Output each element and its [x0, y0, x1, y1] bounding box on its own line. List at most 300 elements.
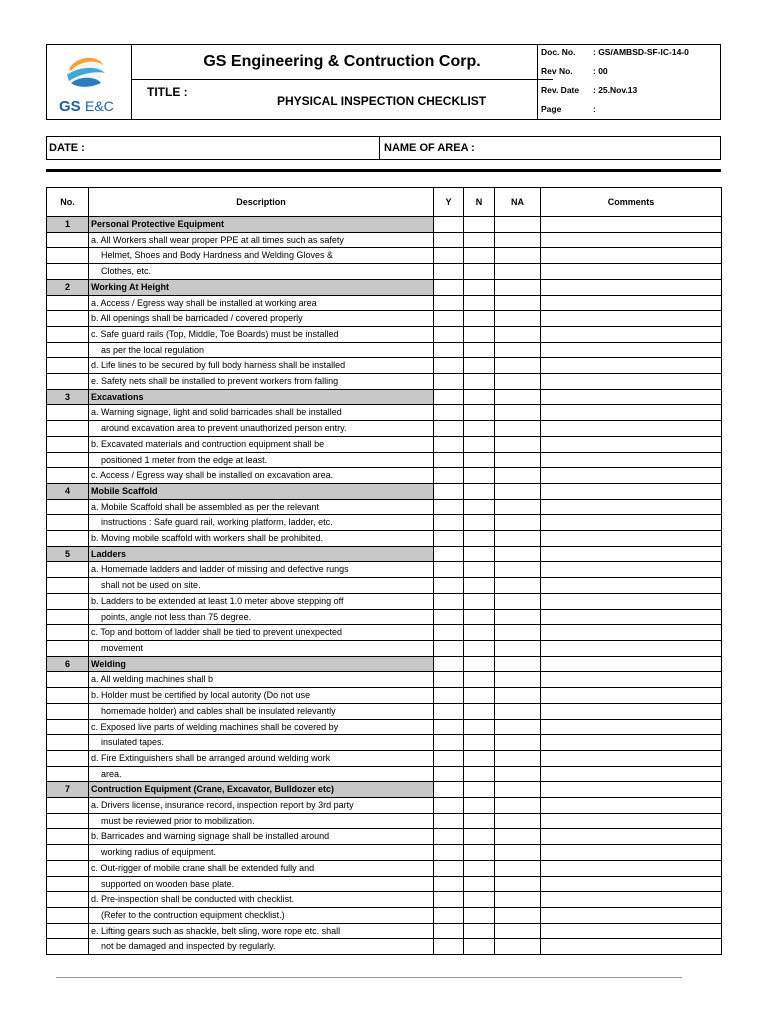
y-checkbox[interactable]	[434, 436, 464, 452]
n-checkbox[interactable]	[464, 578, 495, 594]
row-number	[47, 531, 89, 547]
na-checkbox[interactable]	[495, 892, 541, 908]
na-checkbox[interactable]	[495, 279, 541, 295]
row-number	[47, 452, 89, 468]
na-checkbox[interactable]	[495, 389, 541, 405]
comments-cell[interactable]	[541, 311, 722, 327]
comments-cell[interactable]	[541, 625, 722, 641]
comments-cell[interactable]	[541, 688, 722, 704]
na-checkbox[interactable]	[495, 656, 541, 672]
comments-cell[interactable]	[541, 499, 722, 515]
row-number: 4	[47, 483, 89, 499]
n-checkbox[interactable]	[464, 389, 495, 405]
y-checkbox[interactable]	[434, 813, 464, 829]
y-checkbox[interactable]	[434, 358, 464, 374]
comments-cell[interactable]	[541, 295, 722, 311]
n-checkbox[interactable]	[464, 625, 495, 641]
comments-cell[interactable]	[541, 358, 722, 374]
table-row	[47, 326, 722, 342]
comments-cell[interactable]	[541, 640, 722, 656]
y-checkbox[interactable]	[434, 232, 464, 248]
row-number	[47, 798, 89, 814]
comments-cell[interactable]	[541, 876, 722, 892]
logo-gs-text: GS	[59, 98, 81, 115]
n-checkbox[interactable]	[464, 264, 495, 280]
na-checkbox[interactable]	[495, 405, 541, 421]
n-checkbox[interactable]	[464, 750, 495, 766]
comments-cell[interactable]	[541, 264, 722, 280]
comments-cell[interactable]	[541, 829, 722, 845]
n-checkbox[interactable]	[464, 217, 495, 233]
section-row	[47, 217, 722, 233]
n-checkbox[interactable]	[464, 907, 495, 923]
y-checkbox[interactable]	[434, 939, 464, 955]
row-number	[47, 562, 89, 578]
y-checkbox[interactable]	[434, 342, 464, 358]
y-checkbox[interactable]	[434, 546, 464, 562]
n-checkbox[interactable]	[464, 782, 495, 798]
document-header	[46, 44, 721, 120]
na-checkbox[interactable]	[495, 264, 541, 280]
comments-cell[interactable]	[541, 703, 722, 719]
na-checkbox[interactable]	[495, 923, 541, 939]
comments-cell[interactable]	[541, 483, 722, 499]
na-checkbox[interactable]	[495, 750, 541, 766]
item-description: d. Fire Extinguishers shall be arranged around welding work	[89, 750, 434, 766]
row-number	[47, 813, 89, 829]
na-checkbox[interactable]	[495, 578, 541, 594]
meta-doc-no: Doc. No. : GS/AMBSD-SF-IC-14-0	[541, 47, 689, 57]
n-checkbox[interactable]	[464, 421, 495, 437]
meta-rev-date: Rev. Date : 25.Nov.13	[541, 85, 638, 95]
table-row	[47, 358, 722, 374]
n-checkbox[interactable]	[464, 311, 495, 327]
na-checkbox[interactable]	[495, 546, 541, 562]
comments-cell[interactable]	[541, 248, 722, 264]
na-checkbox[interactable]	[495, 798, 541, 814]
comments-cell[interactable]	[541, 923, 722, 939]
n-checkbox[interactable]	[464, 609, 495, 625]
y-checkbox[interactable]	[434, 845, 464, 861]
row-number	[47, 326, 89, 342]
y-checkbox[interactable]	[434, 515, 464, 531]
na-checkbox[interactable]	[495, 672, 541, 688]
item-description: a. All Workers shall wear proper PPE at all times such as safety	[89, 232, 434, 248]
n-checkbox[interactable]	[464, 593, 495, 609]
n-checkbox[interactable]	[464, 515, 495, 531]
y-checkbox[interactable]	[434, 248, 464, 264]
row-number	[47, 688, 89, 704]
comments-cell[interactable]	[541, 860, 722, 876]
item-description: c. Access / Egress way shall be installed on excavation area.	[89, 468, 434, 484]
na-checkbox[interactable]	[495, 640, 541, 656]
comments-cell[interactable]	[541, 609, 722, 625]
item-description: b. Holder must be certified by local autority (Do not use	[89, 688, 434, 704]
y-checkbox[interactable]	[434, 876, 464, 892]
comments-cell[interactable]	[541, 531, 722, 547]
row-number: 1	[47, 217, 89, 233]
n-checkbox[interactable]	[464, 719, 495, 735]
n-checkbox[interactable]	[464, 829, 495, 845]
item-description: not be damaged and inspected by regularly.	[89, 939, 434, 955]
y-checkbox[interactable]	[434, 923, 464, 939]
na-checkbox[interactable]	[495, 562, 541, 578]
y-checkbox[interactable]	[434, 468, 464, 484]
item-description: b. Barricades and warning signage shall be installed around	[89, 829, 434, 845]
na-checkbox[interactable]	[495, 248, 541, 264]
na-checkbox[interactable]	[495, 813, 541, 829]
item-description: area.	[89, 766, 434, 782]
item-description: around excavation area to prevent unauthorized person entry.	[89, 421, 434, 437]
n-checkbox[interactable]	[464, 531, 495, 547]
row-number	[47, 735, 89, 751]
row-number	[47, 892, 89, 908]
area-name-field[interactable]: NAME OF AREA :	[379, 137, 475, 159]
n-checkbox[interactable]	[464, 562, 495, 578]
na-checkbox[interactable]	[495, 232, 541, 248]
y-checkbox[interactable]	[434, 578, 464, 594]
table-row	[47, 468, 722, 484]
y-checkbox[interactable]	[434, 688, 464, 704]
table-row	[47, 735, 722, 751]
y-checkbox[interactable]	[434, 656, 464, 672]
table-row	[47, 845, 722, 861]
na-checkbox[interactable]	[495, 625, 541, 641]
y-checkbox[interactable]	[434, 750, 464, 766]
row-number	[47, 593, 89, 609]
y-checkbox[interactable]	[434, 625, 464, 641]
item-description: b. Excavated materials and contruction equipment shall be	[89, 436, 434, 452]
na-checkbox[interactable]	[495, 483, 541, 499]
y-checkbox[interactable]	[434, 782, 464, 798]
n-checkbox[interactable]	[464, 468, 495, 484]
na-checkbox[interactable]	[495, 515, 541, 531]
n-checkbox[interactable]	[464, 703, 495, 719]
na-checkbox[interactable]	[495, 782, 541, 798]
y-checkbox[interactable]	[434, 735, 464, 751]
n-checkbox[interactable]	[464, 374, 495, 390]
n-checkbox[interactable]	[464, 656, 495, 672]
y-checkbox[interactable]	[434, 798, 464, 814]
section-row	[47, 389, 722, 405]
na-checkbox[interactable]	[495, 735, 541, 751]
document-meta	[537, 45, 722, 119]
title-label: TITLE :	[147, 85, 188, 99]
n-checkbox[interactable]	[464, 326, 495, 342]
y-checkbox[interactable]	[434, 907, 464, 923]
na-checkbox[interactable]	[495, 452, 541, 468]
gs-logo-icon	[47, 45, 131, 119]
y-checkbox[interactable]	[434, 217, 464, 233]
n-checkbox[interactable]	[464, 499, 495, 515]
comments-cell[interactable]	[541, 907, 722, 923]
y-checkbox[interactable]	[434, 593, 464, 609]
n-checkbox[interactable]	[464, 436, 495, 452]
comments-cell[interactable]	[541, 562, 722, 578]
row-number: 3	[47, 389, 89, 405]
table-row	[47, 798, 722, 814]
item-description: Helmet, Shoes and Body Hardness and Welding Gloves &	[89, 248, 434, 264]
na-checkbox[interactable]	[495, 876, 541, 892]
comments-cell[interactable]	[541, 735, 722, 751]
row-number	[47, 295, 89, 311]
col-no-answer: N	[464, 188, 495, 217]
company-name: GS Engineering & Contruction Corp.	[131, 45, 553, 80]
n-checkbox[interactable]	[464, 892, 495, 908]
y-checkbox[interactable]	[434, 531, 464, 547]
row-number	[47, 609, 89, 625]
row-number: 2	[47, 279, 89, 295]
n-checkbox[interactable]	[464, 232, 495, 248]
comments-cell[interactable]	[541, 578, 722, 594]
item-description: c. Out-rigger of mobile crane shall be extended fully and	[89, 860, 434, 876]
comments-cell[interactable]	[541, 719, 722, 735]
document-title: PHYSICAL INSPECTION CHECKLIST	[277, 94, 487, 108]
table-row	[47, 248, 722, 264]
item-description: d. Life lines to be secured by full body harness shall be installed	[89, 358, 434, 374]
col-na: NA	[495, 188, 541, 217]
na-checkbox[interactable]	[495, 860, 541, 876]
section-row	[47, 546, 722, 562]
row-number	[47, 515, 89, 531]
n-checkbox[interactable]	[464, 248, 495, 264]
n-checkbox[interactable]	[464, 640, 495, 656]
na-checkbox[interactable]	[495, 374, 541, 390]
logo-ec-text: E&C	[85, 98, 114, 114]
na-checkbox[interactable]	[495, 593, 541, 609]
y-checkbox[interactable]	[434, 829, 464, 845]
item-description: instructions : Safe guard rail, working platform, ladder, etc.	[89, 515, 434, 531]
y-checkbox[interactable]	[434, 452, 464, 468]
comments-cell[interactable]	[541, 750, 722, 766]
comments-cell[interactable]	[541, 374, 722, 390]
n-checkbox[interactable]	[464, 483, 495, 499]
y-checkbox[interactable]	[434, 719, 464, 735]
row-number	[47, 750, 89, 766]
meta-rev-no: Rev No. : 00	[541, 66, 608, 76]
item-description: a. All welding machines shall b	[89, 672, 434, 688]
comments-cell[interactable]	[541, 326, 722, 342]
comments-cell[interactable]	[541, 342, 722, 358]
row-number	[47, 232, 89, 248]
table-row	[47, 923, 722, 939]
table-row	[47, 876, 722, 892]
table-row	[47, 892, 722, 908]
item-description: movement	[89, 640, 434, 656]
na-checkbox[interactable]	[495, 688, 541, 704]
y-checkbox[interactable]	[434, 311, 464, 327]
n-checkbox[interactable]	[464, 688, 495, 704]
comments-cell[interactable]	[541, 672, 722, 688]
n-checkbox[interactable]	[464, 813, 495, 829]
col-no: No.	[47, 188, 89, 217]
n-checkbox[interactable]	[464, 876, 495, 892]
comments-cell[interactable]	[541, 217, 722, 233]
y-checkbox[interactable]	[434, 483, 464, 499]
comments-cell[interactable]	[541, 421, 722, 437]
y-checkbox[interactable]	[434, 374, 464, 390]
comments-cell[interactable]	[541, 232, 722, 248]
y-checkbox[interactable]	[434, 499, 464, 515]
comments-cell[interactable]	[541, 845, 722, 861]
row-number	[47, 923, 89, 939]
na-checkbox[interactable]	[495, 499, 541, 515]
na-checkbox[interactable]	[495, 311, 541, 327]
n-checkbox[interactable]	[464, 735, 495, 751]
col-comments: Comments	[541, 188, 722, 217]
y-checkbox[interactable]	[434, 405, 464, 421]
table-row	[47, 939, 722, 955]
item-description: a. Mobile Scaffold shall be assembled as per the relevant	[89, 499, 434, 515]
na-checkbox[interactable]	[495, 719, 541, 735]
y-checkbox[interactable]	[434, 326, 464, 342]
comments-cell[interactable]	[541, 939, 722, 955]
y-checkbox[interactable]	[434, 766, 464, 782]
n-checkbox[interactable]	[464, 405, 495, 421]
y-checkbox[interactable]	[434, 279, 464, 295]
n-checkbox[interactable]	[464, 279, 495, 295]
table-row	[47, 813, 722, 829]
table-row	[47, 499, 722, 515]
item-description: supported on wooden base plate.	[89, 876, 434, 892]
comments-cell[interactable]	[541, 546, 722, 562]
table-row	[47, 625, 722, 641]
table-row	[47, 295, 722, 311]
comments-cell[interactable]	[541, 389, 722, 405]
table-row	[47, 829, 722, 845]
comments-cell[interactable]	[541, 782, 722, 798]
comments-cell[interactable]	[541, 279, 722, 295]
n-checkbox[interactable]	[464, 766, 495, 782]
n-checkbox[interactable]	[464, 672, 495, 688]
table-row	[47, 703, 722, 719]
n-checkbox[interactable]	[464, 845, 495, 861]
row-number	[47, 907, 89, 923]
table-row	[47, 750, 722, 766]
y-checkbox[interactable]	[434, 609, 464, 625]
comments-cell[interactable]	[541, 452, 722, 468]
table-row	[47, 232, 722, 248]
table-row	[47, 562, 722, 578]
row-number	[47, 640, 89, 656]
comments-cell[interactable]	[541, 436, 722, 452]
na-checkbox[interactable]	[495, 217, 541, 233]
na-checkbox[interactable]	[495, 609, 541, 625]
comments-cell[interactable]	[541, 656, 722, 672]
na-checkbox[interactable]	[495, 358, 541, 374]
table-row	[47, 531, 722, 547]
n-checkbox[interactable]	[464, 860, 495, 876]
row-number	[47, 625, 89, 641]
table-row	[47, 452, 722, 468]
y-checkbox[interactable]	[434, 562, 464, 578]
table-row	[47, 766, 722, 782]
row-number	[47, 829, 89, 845]
row-number	[47, 719, 89, 735]
na-checkbox[interactable]	[495, 436, 541, 452]
na-checkbox[interactable]	[495, 342, 541, 358]
item-description: e. Safety nets shall be installed to prevent workers from falling	[89, 374, 434, 390]
n-checkbox[interactable]	[464, 452, 495, 468]
date-field[interactable]: DATE :	[49, 142, 85, 154]
comments-cell[interactable]	[541, 515, 722, 531]
item-description: positioned 1 meter from the edge at least.	[89, 452, 434, 468]
item-description: homemade holder) and cables shall be insulated relevantly	[89, 703, 434, 719]
comments-cell[interactable]	[541, 813, 722, 829]
table-row	[47, 374, 722, 390]
na-checkbox[interactable]	[495, 326, 541, 342]
na-checkbox[interactable]	[495, 531, 541, 547]
comments-cell[interactable]	[541, 798, 722, 814]
row-number	[47, 499, 89, 515]
item-description: as per the local regulation	[89, 342, 434, 358]
na-checkbox[interactable]	[495, 939, 541, 955]
y-checkbox[interactable]	[434, 295, 464, 311]
n-checkbox[interactable]	[464, 342, 495, 358]
na-checkbox[interactable]	[495, 907, 541, 923]
na-checkbox[interactable]	[495, 703, 541, 719]
row-number	[47, 468, 89, 484]
na-checkbox[interactable]	[495, 766, 541, 782]
n-checkbox[interactable]	[464, 546, 495, 562]
row-number: 7	[47, 782, 89, 798]
row-number	[47, 342, 89, 358]
table-row	[47, 578, 722, 594]
section-title: Mobile Scaffold	[89, 483, 434, 499]
n-checkbox[interactable]	[464, 295, 495, 311]
table-row	[47, 311, 722, 327]
table-row	[47, 593, 722, 609]
table-row	[47, 436, 722, 452]
table-row	[47, 609, 722, 625]
y-checkbox[interactable]	[434, 672, 464, 688]
row-number	[47, 248, 89, 264]
n-checkbox[interactable]	[464, 358, 495, 374]
y-checkbox[interactable]	[434, 860, 464, 876]
comments-cell[interactable]	[541, 468, 722, 484]
y-checkbox[interactable]	[434, 264, 464, 280]
comments-cell[interactable]	[541, 405, 722, 421]
n-checkbox[interactable]	[464, 923, 495, 939]
table-row	[47, 405, 722, 421]
na-checkbox[interactable]	[495, 468, 541, 484]
na-checkbox[interactable]	[495, 421, 541, 437]
item-description: c. Safe guard rails (Top, Middle, Toe Boards) must be installed	[89, 326, 434, 342]
row-number: 5	[47, 546, 89, 562]
na-checkbox[interactable]	[495, 829, 541, 845]
y-checkbox[interactable]	[434, 640, 464, 656]
y-checkbox[interactable]	[434, 892, 464, 908]
comments-cell[interactable]	[541, 766, 722, 782]
comments-cell[interactable]	[541, 593, 722, 609]
y-checkbox[interactable]	[434, 389, 464, 405]
item-description: e. Lifting gears such as shackle, belt sling, wore rope etc. shall	[89, 923, 434, 939]
n-checkbox[interactable]	[464, 798, 495, 814]
col-description: Description	[89, 188, 434, 217]
item-description: shall not be used on site.	[89, 578, 434, 594]
na-checkbox[interactable]	[495, 845, 541, 861]
table-row	[47, 688, 722, 704]
row-number	[47, 264, 89, 280]
n-checkbox[interactable]	[464, 939, 495, 955]
y-checkbox[interactable]	[434, 703, 464, 719]
row-number	[47, 860, 89, 876]
date-area-row	[46, 136, 721, 160]
na-checkbox[interactable]	[495, 295, 541, 311]
col-yes: Y	[434, 188, 464, 217]
comments-cell[interactable]	[541, 892, 722, 908]
y-checkbox[interactable]	[434, 421, 464, 437]
